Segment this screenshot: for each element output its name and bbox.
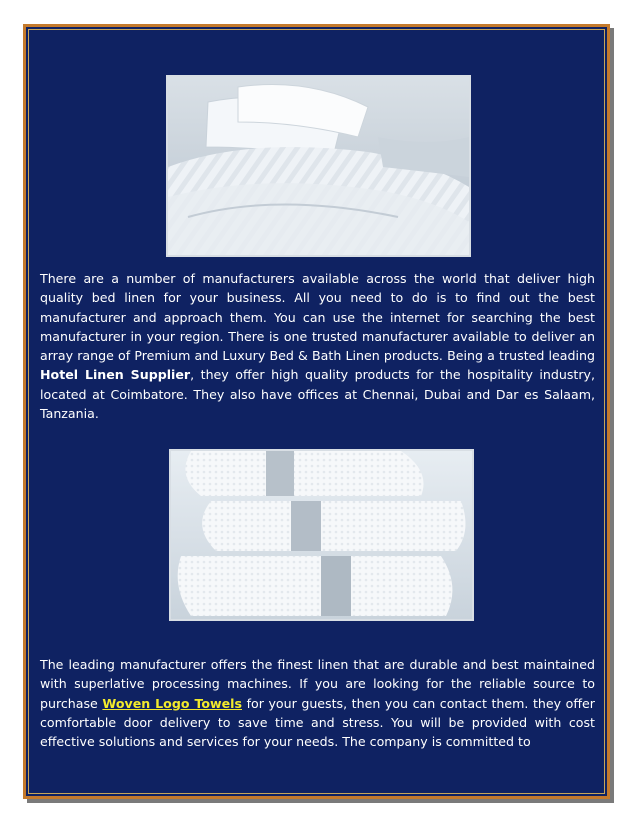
bed-linen-photo — [166, 75, 471, 257]
hotel-linen-supplier-text: Hotel Linen Supplier — [40, 367, 191, 383]
towels-illustration — [171, 451, 472, 619]
paragraph1-text-before: There are a number of manufacturers available across the world that deliver high quality bed linen for your business. All you need to do is to find out the best manufacturer and approach them. You can use the internet for searching the best manufacturer in your region. There is one trusted manufacturer available to deliver an array range of Premium and Luxury Bed & Bath Linen products. Being a trusted leading — [40, 271, 595, 364]
paragraph-bed-linen — [40, 269, 595, 423]
paragraph1-text-after: , they offer high quality products for the hospitality industry, located at Coimbatore. They also have offices at Chennai, Dubai and Dar es Salaam, Tanzania. — [40, 367, 596, 422]
paragraph-towels — [40, 655, 595, 751]
document-page — [23, 24, 610, 799]
woven-logo-towels-link[interactable]: Woven Logo Towels — [102, 695, 242, 711]
paragraph2-text-after: for your guests, then you can contact them. they offer comfortable door delivery to save time and stress. You will be provided with cost effective solutions and services for your needs. The company is committed to — [40, 695, 595, 750]
paragraph2-text-before: The leading manufacturer offers the finest linen that are durable and best maintained with superlative processing machines. If you are looking for the reliable source to purchase — [40, 657, 595, 711]
bed-linen-illustration — [168, 77, 469, 255]
towels-photo — [169, 449, 474, 621]
